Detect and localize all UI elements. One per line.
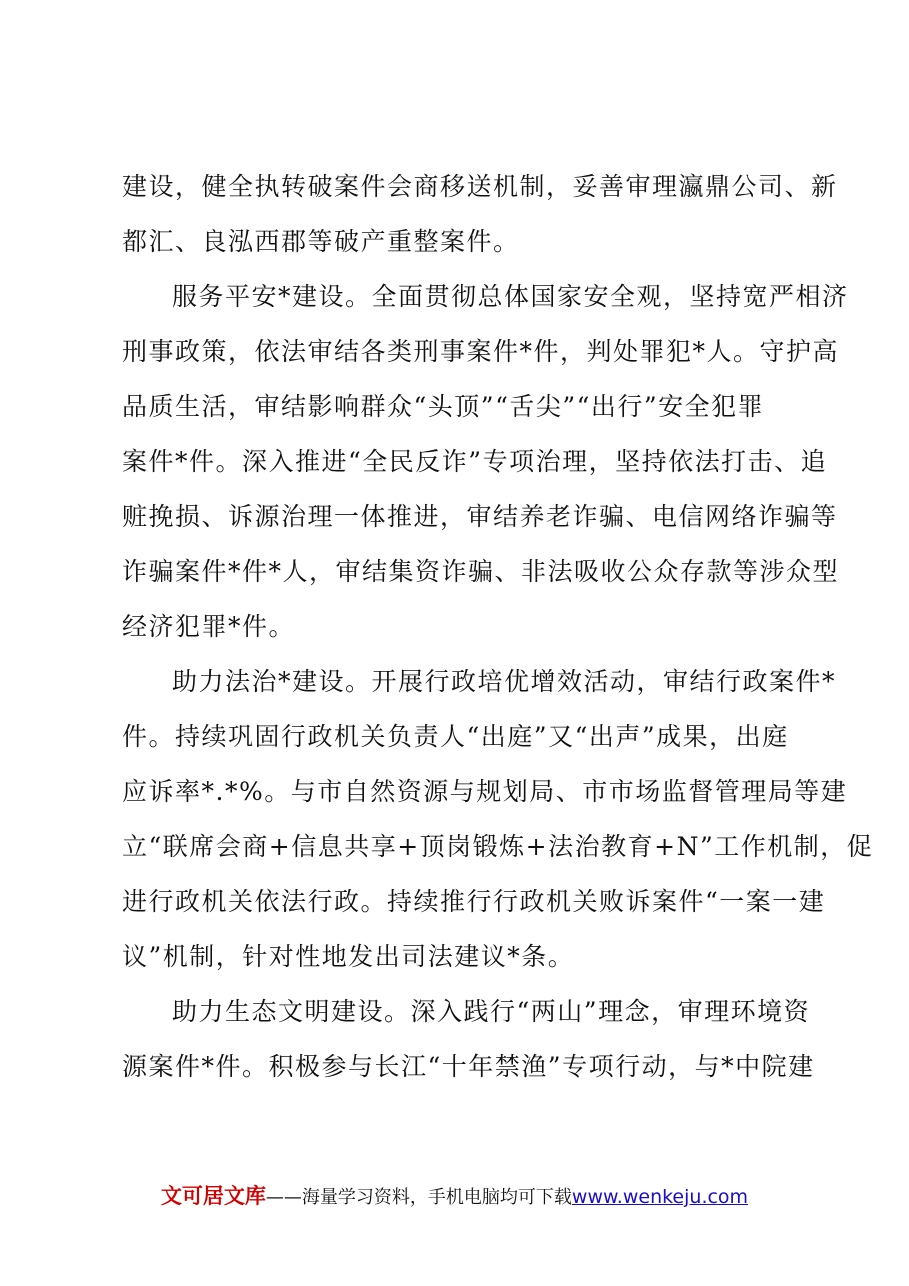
footer-tagline: ——海量学习资料，手机电脑均可下载	[265, 1187, 572, 1208]
text-line: 诈骗案件*件*人，审结集资诈骗、非法吸收公众存款等涉众型	[122, 557, 840, 586]
footer-url-link[interactable]: www.wenkeju.com	[571, 1186, 749, 1208]
footer-brand: 文可居文库	[160, 1184, 266, 1208]
text-line: 经济犯罪*件。	[122, 612, 296, 641]
document-body	[122, 162, 874, 1097]
paragraph-first-line: 助力法治*建设。开展行政培优增效活动，审结行政案件*	[172, 667, 837, 696]
text-line: 建设，健全执转破案件会商移送机制，妥善审理瀛鼎公司、新	[122, 172, 838, 201]
text-line: 件。持续巩固行政机关负责人“出庭”又“出声”成果，出庭	[122, 722, 789, 751]
text-line: 进行政机关依法行政。持续推行行政机关败诉案件“一案一建	[122, 887, 826, 916]
text-line: 源案件*件。积极参与长江“十年禁渔”专项行动，与*中院建	[122, 1052, 815, 1081]
text-line: 立“联席会商+信息共享+顶岗锻炼+法治教育+N”工作机制，促	[122, 832, 874, 861]
text-line: 都汇、良泓西郡等破产重整案件。	[122, 227, 520, 256]
text-line: 应诉率*.*%。与市自然资源与规划局、市市场监督管理局等建	[122, 777, 848, 806]
text-line: 赃挽损、诉源治理一体推进，审结养老诈骗、电信网络诈骗等	[122, 502, 838, 531]
footer-banner	[0, 1180, 909, 1210]
text-line: 品质生活，审结影响群众“头顶”“舌尖”“出行”安全犯罪	[122, 392, 765, 421]
text-line: 议”机制，针对性地发出司法建议*条。	[122, 942, 575, 971]
paragraph-first-line: 服务平安*建设。全面贯彻总体国家安全观，坚持宽严相济	[172, 282, 849, 311]
text-line: 刑事政策，依法审结各类刑事案件*件，判处罪犯*人。守护高	[122, 337, 840, 366]
paragraph-first-line: 助力生态文明建设。深入践行“两山”理念，审理环境资	[172, 997, 811, 1026]
text-line: 案件*件。深入推进“全民反诈”专项治理，坚持依法打击、追	[122, 447, 828, 476]
